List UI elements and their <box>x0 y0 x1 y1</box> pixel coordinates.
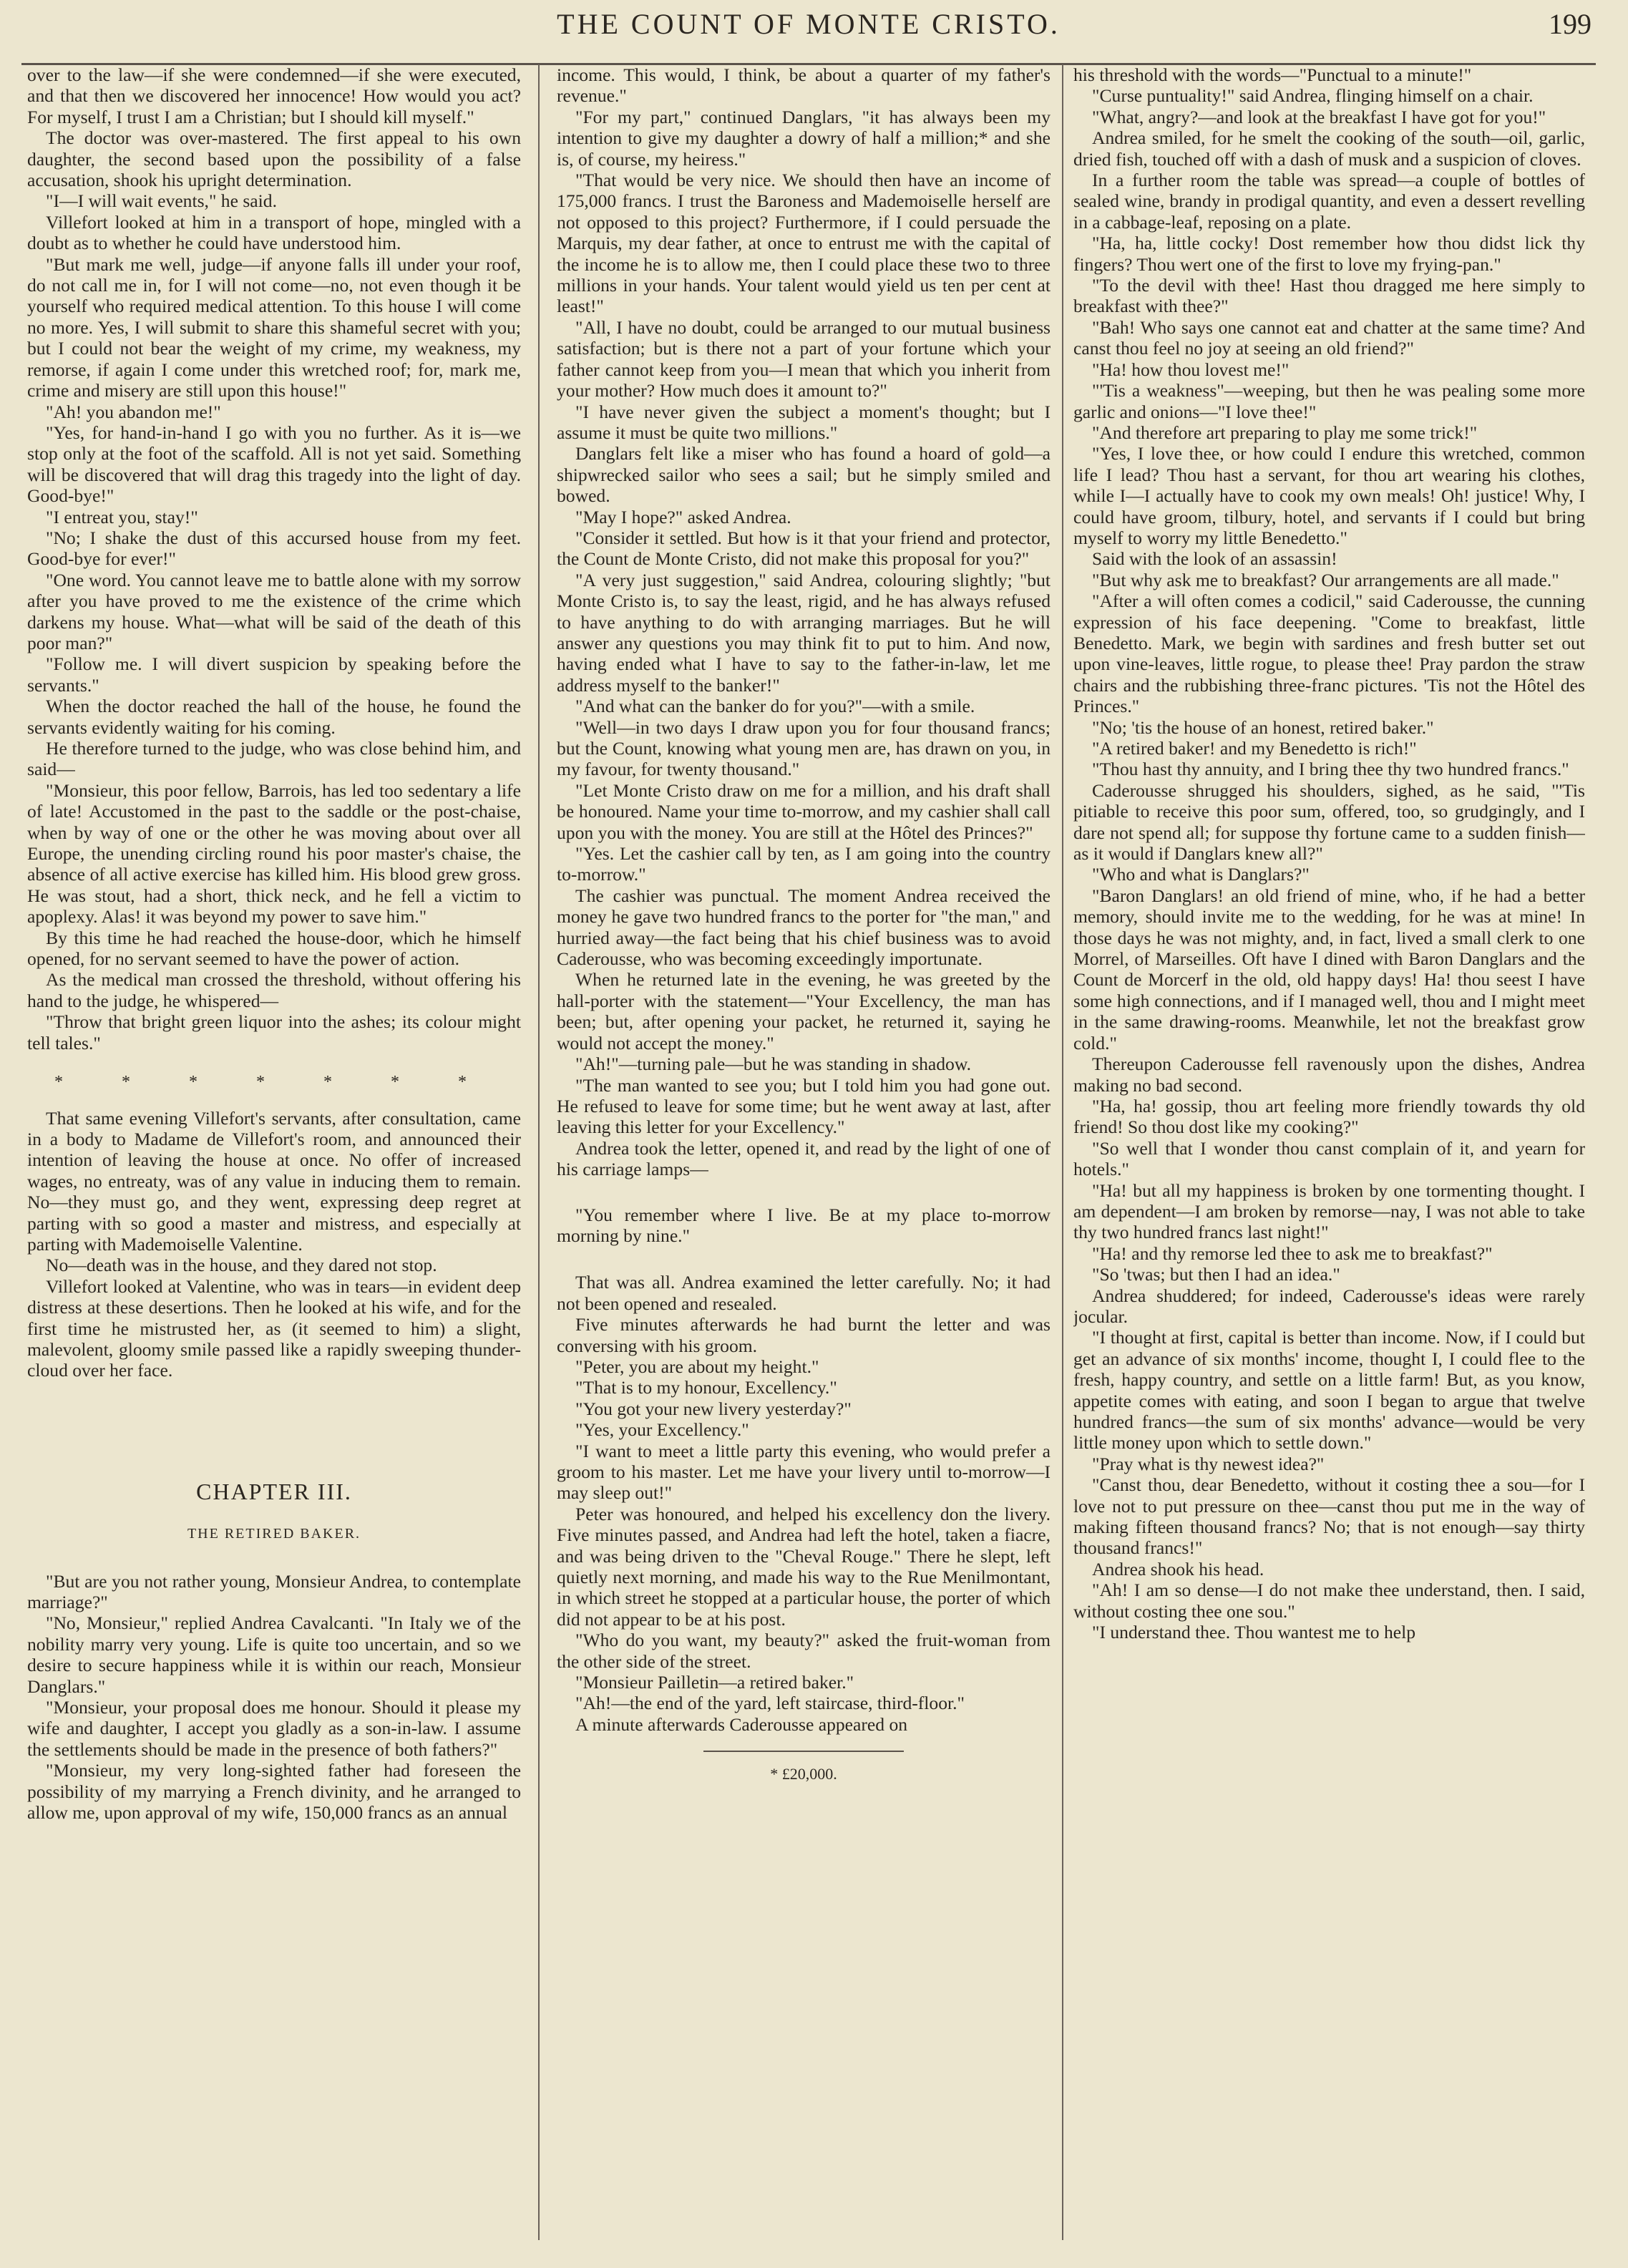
paragraph: "Throw that bright green liquor into the ashes; its colour might tell tales." <box>27 1011 521 1053</box>
paragraph: "Baron Danglars! an old friend of mine, who, if he had a better memory, should invite me to the wedding, for he was at mine! In those days he was not mighty, and, in fact, lived a small clerk to one Morrel, of Marseilles. Oft have I dined with Baron Danglars and the Count de Morcerf in the old, old happy days! Ha! thou seest I have some high connections, and if I managed well, thou and I might meet in the same drawing-rooms. Meanwhile, let not the breakfast grow cold." <box>1073 885 1585 1053</box>
paragraph: "I want to meet a little party this evening, who would prefer a groom to his master. Let me have your livery until to-morrow—I may sleep out!" <box>557 1440 1051 1504</box>
paragraph: "Curse puntuality!" said Andrea, flinging himself on a chair. <box>1092 85 1534 107</box>
paragraph: "Monsieur, your proposal does me honour. Should it please my wife and daughter, I accept you gladly as a son-in-law. I assume the settlements should be made in the presence of both fathers?" <box>27 1697 521 1760</box>
paragraph: "I thought at first, capital is better than income. Now, if I could but get an advance of six months' income, thought I, I could flee to the fresh, happy country, and settle on a little farm! But, as you know, appetite comes with eating, and soon I began to argue that twelve hundred francs—the sum of six months' advance—would be very little money upon which to settle down." <box>1073 1327 1585 1454</box>
paragraph: Thereupon Caderousse fell ravenously upon the dishes, Andrea making no bad second. <box>1073 1053 1585 1096</box>
paragraph: "'Tis a weakness"—weeping, but then he was pealing some more garlic and onions—"I love thee!" <box>1073 380 1585 422</box>
paragraph: "Monsieur, my very long-sighted father had foreseen the possibility of my marrying a French divinity, and he arranged to allow me, upon approval of my wife, 150,000 francs as an annual <box>27 1760 521 1824</box>
paragraph: "Ha, ha! gossip, thou art feeling more friendly towards thy old friend! So thou dost like my cooking?" <box>1073 1095 1585 1138</box>
paragraph: Andrea smiled, for he smelt the cooking of the south—oil, garlic, dried fish, touched off with a dash of musk and a suspicion of cloves. <box>1073 127 1585 170</box>
paragraph: "Ah! I am so dense—I do not make thee understand, then. I said, without costing thee one sou." <box>1073 1580 1585 1622</box>
paragraph: "No; I shake the dust of this accursed house from my feet. Good-bye for ever!" <box>27 527 521 570</box>
paragraph: "I entreat you, stay!" <box>46 506 198 527</box>
paragraph: Five minutes afterwards he had burnt the letter and was conversing with his groom. <box>557 1314 1051 1356</box>
paragraph: "Ha! but all my happiness is broken by one tormenting thought. I am dependent—I am broken by remorse—nay, I was not able to take thy two hundred francs last night!" <box>1073 1179 1585 1243</box>
paragraph: A minute afterwards Caderousse appeared on <box>575 1713 908 1735</box>
paragraph: "Yes. Let the cashier call by ten, as I am going into the country to-morrow." <box>557 843 1051 885</box>
page-number: 199 <box>1549 8 1592 40</box>
paragraph: Andrea took the letter, opened it, and read by the light of one of his carriage lamps— <box>557 1137 1051 1180</box>
paragraph: "You got your new livery yesterday?" <box>575 1398 852 1419</box>
paragraph: "Ha, ha, little cocky! Dost remember how thou didst lick thy fingers? Thou wert one of the first to love my frying-pan." <box>1073 233 1585 275</box>
paragraph: "For my part," continued Danglars, "it has always been my intention to give my daughter a dowry of half a million;* and she is, of course, my heiress." <box>557 106 1051 170</box>
paragraph: "After a will often comes a codicil," said Caderousse, the cunning expression of his face deepening. "Come to breakfast, little Benedetto. Mark, we begin with sardines and fresh butter set out upon vine-leaves, little rogue, to please thee! Pray pardon the straw chairs and the rubbishing three-franc pictures. 'Tis not the Hôtel des Princes." <box>1073 590 1585 717</box>
paragraph: Villefort looked at Valentine, who was in tears—in evident deep distress at these desertions. Then he looked at his wife, and for the first time he mistrusted her, as (it seemed to him) a slight, malevolent, gloomy smile passed like a rapidly sweeping thunder-cloud over her face. <box>27 1275 521 1381</box>
paragraph: That same evening Villefort's servants, after consultation, came in a body to Madame de Villefort's room, and announced their intention of leaving the house at once. No offer of increased wages, no entreaty, was of any value in inducing them to remain. No—they must go, and they went, expressing deep regret at parting with so good a master and mistress, and especially at parting with Mademoiselle Valentine. <box>27 1107 521 1255</box>
paragraph: By this time he had reached the house-door, which he himself opened, for no servant seemed to have the power of action. <box>27 927 521 970</box>
paragraph: "That is to my honour, Excellency." <box>575 1377 837 1398</box>
paragraph: "To the devil with thee! Hast thou dragged me here simply to breakfast with thee?" <box>1073 275 1585 317</box>
chapter-subtitle: THE RETIRED BAKER. <box>187 1526 361 1542</box>
paragraph: "Follow me. I will divert suspicion by speaking before the servants." <box>27 653 521 696</box>
paragraph: "Bah! Who says one cannot eat and chatter at the same time? And canst thou feel no joy at seeing an old friend?" <box>1073 316 1585 359</box>
paragraph-group <box>27 1108 521 1381</box>
paragraph: Peter was honoured, and helped his excellency don the livery. Five minutes passed, and Andrea had left the hotel, taken a fiacre, and was being driven to the "Cheval Rouge." There he slept, left quietly next morning, and made his way to the Rue Menilmontant, in which street he stopped at a particular house, the porter of which did not appear to be at his post. <box>557 1503 1051 1630</box>
paragraph: "A retired baker! and my Benedetto is rich!" <box>1092 738 1417 759</box>
paragraph: "Ah!—the end of the yard, left staircase, third-floor." <box>575 1693 965 1714</box>
paragraph: "What, angry?—and look at the breakfast I have got for you!" <box>1092 106 1546 127</box>
paragraph: "Ah! you abandon me!" <box>46 401 221 422</box>
paragraph: "The man wanted to see you; but I told him you had gone out. He refused to leave for some time; but he went away at last, after leaving this letter for your Excellency." <box>557 1074 1051 1138</box>
paragraph: "Yes, for hand-in-hand I go with you no further. As it is—we stop only at the foot of the scaffold. All is not yet said. Something will be discovered that will drag this tragedy into the light of day. Good-bye!" <box>27 422 521 507</box>
paragraph: "All, I have no doubt, could be arranged to our mutual business satisfaction; but is there not a part of your fortune which your father cannot keep from you—I mean that which you inherit from your mother? How much does it amount to?" <box>557 316 1051 401</box>
paragraph: "Who and what is Danglars?" <box>1092 864 1310 885</box>
paragraph: "Ha! how thou lovest me!" <box>1092 359 1290 380</box>
paragraph: "But why ask me to breakfast? Our arrangements are all made." <box>1092 569 1559 590</box>
paragraph: Said with the look of an assassin! <box>1092 548 1337 570</box>
page-header <box>21 0 1596 65</box>
paragraph: "One word. You cannot leave me to battle alone with my sorrow after you have proved to me the existence of the crime which darkens my house. What—what will be said of the death of this poor man?" <box>27 569 521 653</box>
paragraph: over to the law—if she were condemned—if she were executed, and that then we discovered her innocence! How would you act? For myself, I trust I am a Christian; but I should kill myself." <box>27 64 521 127</box>
column-3 <box>1073 64 1585 2247</box>
paragraph: "And therefore art preparing to play me some trick!" <box>1092 422 1478 443</box>
paragraph: "Ah!"—turning pale—but he was standing in shadow. <box>575 1053 972 1075</box>
paragraph: "Consider it settled. But how is it that your friend and protector, the Count de Monte Cristo, did not make this proposal for you?" <box>557 527 1051 570</box>
paragraph: "And what can the banker do for you?"—with a smile. <box>575 696 975 717</box>
paragraph: "Monsieur, this poor fellow, Barrois, has led too sedentary a life of late! Accustomed in the past to the saddle or the post-chaise, when by way of one or the other he was moving about over all Europe, the unending circling round his poor master's chaise, the absence of all active exercise has killed him. His blood grew gross. He was stout, had a short, thick neck, and he fell a victim to apoplexy. Alas! it was beyond my power to save him." <box>27 779 521 928</box>
paragraph: "So 'twas; but then I had an idea." <box>1092 1264 1340 1285</box>
chapter-heading: CHAPTER III. <box>196 1478 352 1504</box>
paragraph: "Pray what is thy newest idea?" <box>1092 1453 1325 1474</box>
paragraph: The doctor was over-mastered. The first appeal to his own daughter, the second based upon the possibility of a false accusation, shook his upright determination. <box>27 127 521 191</box>
paragraph: "Thou hast thy annuity, and I bring thee thy two hundred francs." <box>1092 759 1569 780</box>
paragraph: "Yes, I love thee, or how could I endure this wretched, common life I lead? Thou hast a servant, for thou art wearing his clothes, while I—I actually have to cook my own meals! Oh! justice! Why, I could have groom, tilbury, hotel, and servants if I could but bring myself to worry my little Benedetto." <box>1073 443 1585 548</box>
column-1 <box>27 64 521 2247</box>
section-break-stars: * * * * * * * <box>54 1073 494 1092</box>
paragraph: That was all. Andrea examined the letter carefully. No; it had not been opened and resealed. <box>557 1272 1051 1314</box>
paragraph: The cashier was punctual. The moment Andrea received the money he gave two hundred francs to the porter for "the man," and hurried away—the fact being that his chief business was to avoid Caderousse, who was becoming exceedingly importunate. <box>557 885 1051 970</box>
paragraph: "I have never given the subject a moment's thought; but I assume it must be quite two millions." <box>557 401 1051 443</box>
paragraph: "But are you not rather young, Monsieur Andrea, to contemplate marriage?" <box>27 1570 521 1612</box>
paragraph-group <box>1073 64 1585 1642</box>
paragraph: "Canst thou, dear Benedetto, without it costing thee a sou—for I love not to put pressure on thee—canst thou put me in the way of making fifteen thousand francs? No; that is not enough—say thirty thousand francs!" <box>1073 1474 1585 1559</box>
footnote: * £20,000. <box>770 1765 837 1783</box>
column-rule <box>1062 64 1063 2240</box>
paragraph: "Ha! and thy remorse led thee to ask me to breakfast?" <box>1092 1242 1493 1264</box>
paragraph-group <box>557 64 1051 1180</box>
paragraph: "No; 'tis the house of an honest, retired baker." <box>1092 716 1434 738</box>
paragraph: "May I hope?" asked Andrea. <box>575 506 791 527</box>
paragraph: "Who do you want, my beauty?" asked the fruit-woman from the other side of the street. <box>557 1630 1051 1672</box>
paragraph: his threshold with the words—"Punctual to a minute!" <box>1073 64 1472 85</box>
paragraph: "A very just suggestion," said Andrea, colouring slightly; "but Monte Cristo is, to say the least, rigid, and he has always refused to have anything to do with arranging marriages. But he will answer any questions you may think fit to put to him. And now, having ended what I have to say to the father-in-law, let me address myself to the banker!" <box>557 569 1051 696</box>
paragraph: Caderousse shrugged his shoulders, sighed, as he said, "'Tis pitiable to receive this poor sum, offered, too, so grudgingly, and I dare not spend all; for suppose thy fortune came to a sudden finish—as it would if Danglars knew all?" <box>1073 779 1585 865</box>
paragraph: Danglars felt like a miser who has found a hoard of gold—a shipwrecked sailor who sees a sail; but he simply smiled and bowed. <box>557 443 1051 507</box>
letter-text: "You remember where I live. Be at my place to-morrow morning by nine." <box>557 1204 1051 1246</box>
paragraph-group <box>27 1571 521 1824</box>
paragraph: When the doctor reached the hall of the house, he found the servants evidently waiting for his coming. <box>27 696 521 738</box>
paragraph: "Yes, your Excellency." <box>575 1419 749 1441</box>
paragraph: When he returned late in the evening, he was greeted by the hall-porter with the statement—"Your Excellency, the man has been; but, after opening your packet, he returned it, saying he would not accept the money." <box>557 969 1051 1053</box>
paragraph: "So well that I wonder thou canst complain of it, and yearn for hotels." <box>1073 1137 1585 1180</box>
running-title: THE COUNT OF MONTE CRISTO. <box>557 8 1061 40</box>
paragraph: No—death was in the house, and they dared not stop. <box>46 1255 437 1276</box>
column-2 <box>557 64 1051 2247</box>
paragraph: As the medical man crossed the threshold, without offering his hand to the judge, he whispered— <box>27 969 521 1011</box>
paragraph: "Peter, you are about my height." <box>575 1356 819 1377</box>
paragraph: Andrea shook his head. <box>1092 1558 1264 1580</box>
paragraph-group <box>27 64 521 1053</box>
paragraph: "No, Monsieur," replied Andrea Cavalcanti. "In Italy we of the nobility marry very young. Life is quite too uncertain, and so we desire to secure happiness while it is within our reach, Monsieur Danglars." <box>27 1612 521 1697</box>
paragraph: "I understand thee. Thou wantest me to help <box>1092 1622 1416 1643</box>
paragraph: "Well—in two days I draw upon you for four thousand francs; but the Count, knowing what young men are, has drawn on you, in my favour, for twenty thousand." <box>557 716 1051 780</box>
paragraph: "That would be very nice. We should then have an income of 175,000 francs. I trust the Baroness and Mademoiselle herself are not opposed to this project? Furthermore, if I could persuade the Marquis, my dear father, at once to entrust me with the capital of the income he is to allow me, then I could place these two to three millions in your hands. Your talent would yield us ten per cent at least!" <box>557 170 1051 317</box>
paragraph: "Monsieur Pailletin—a retired baker." <box>575 1672 854 1693</box>
paragraph-group <box>557 1272 1051 1735</box>
paragraph: income. This would, I think, be about a quarter of my father's revenue." <box>557 64 1051 107</box>
paragraph: He therefore turned to the judge, who was close behind him, and said— <box>27 738 521 780</box>
paragraph: "I—I will wait events," he said. <box>46 190 277 212</box>
paragraph: Villefort looked at him in a transport of hope, mingled with a doubt as to whether he could have understood him. <box>27 211 521 254</box>
paragraph: In a further room the table was spread—a couple of bottles of sealed wine, brandy in prodigal quantity, and even a dessert revelling in a cabbage-leaf, reposing on a plate. <box>1073 170 1585 233</box>
paragraph: "Let Monte Cristo draw on me for a million, and his draft shall be honoured. Name your time to-morrow, and my cashier shall call upon you with the money. You are still at the Hôtel des Princes?" <box>557 779 1051 843</box>
footnote-rule <box>703 1751 904 1752</box>
column-rule <box>538 64 540 2240</box>
paragraph: "But mark me well, judge—if anyone falls ill under your roof, do not call me in, for I will not come—no, not even though it be yourself who required medical attention. To this house I will come no more. Yes, I will submit to share this shameful secret with you; but I could not bear the weight of my crime, my weakness, my remorse, if again I come under this wretched roof; for, mark me, crime and misery are still upon this house!" <box>27 253 521 401</box>
paragraph: Andrea shuddered; for indeed, Caderousse's ideas were rarely jocular. <box>1073 1285 1585 1327</box>
